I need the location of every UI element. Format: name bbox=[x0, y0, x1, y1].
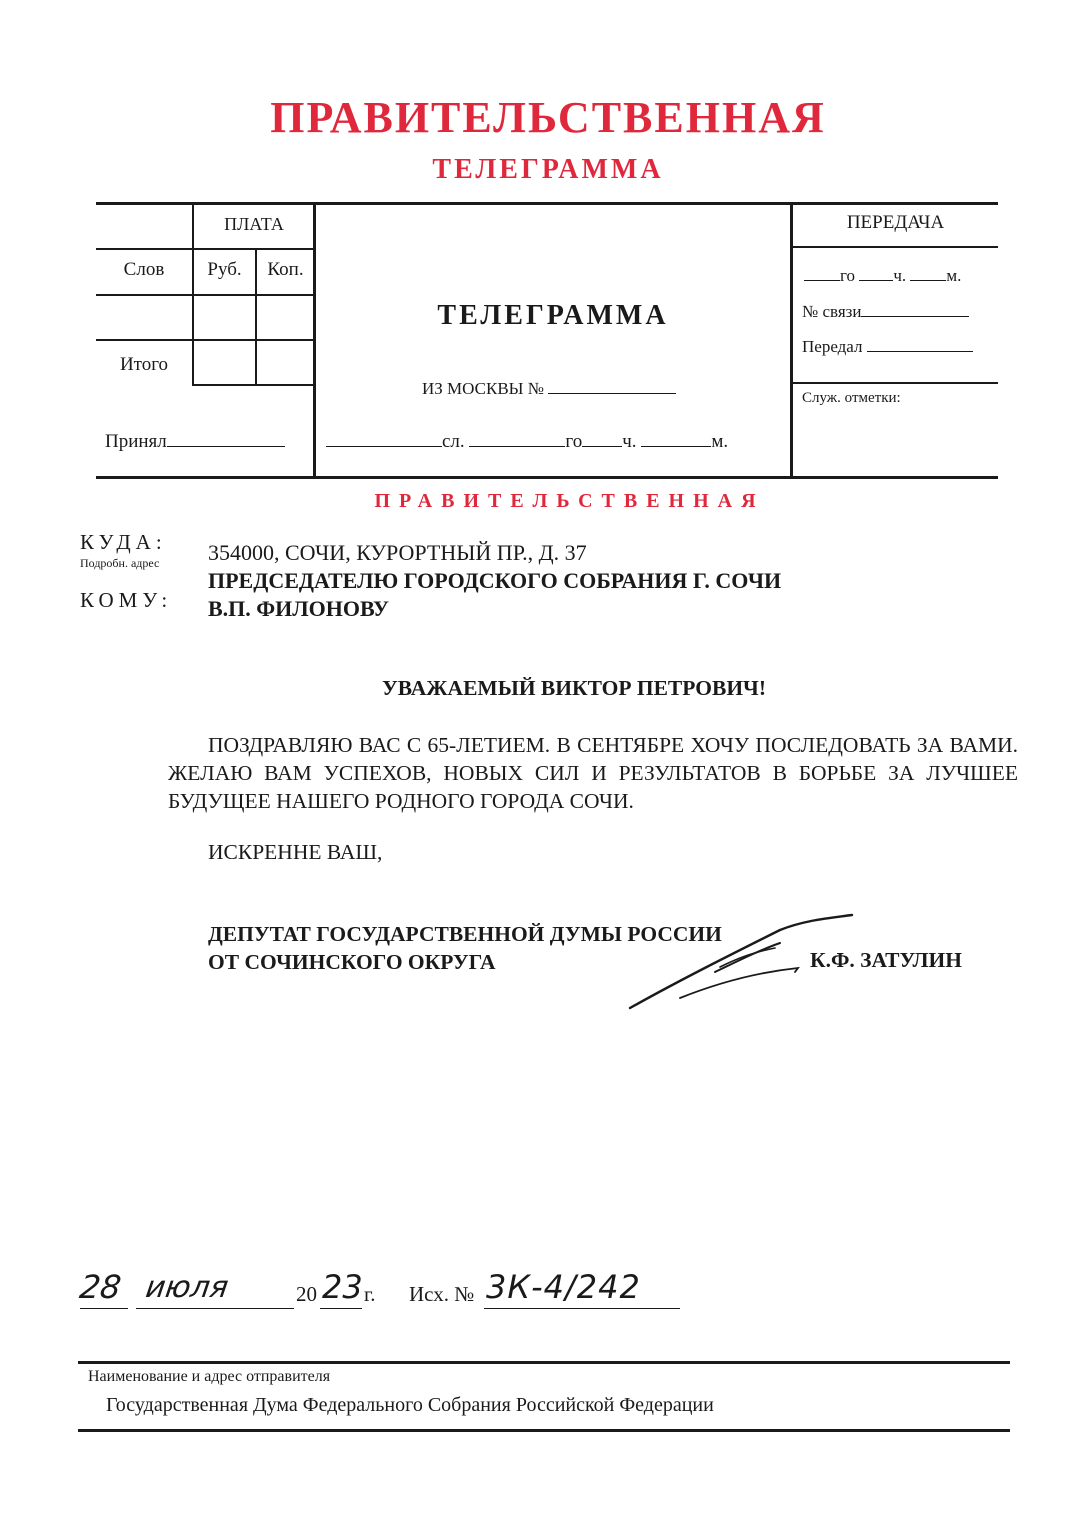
kuda-label: КУДА: bbox=[80, 530, 167, 554]
letter-body: ПОЗДРАВЛЯЮ ВАС С 65-ЛЕТИЕМ. В СЕНТЯБРЕ ХОЧУ ПОСЛЕДОВАТЬ ЗА ВАМИ. ЖЕЛАЮ ВАМ УСПЕХОВ, НОВЫХ СИЛ И РЕЗУЛЬТАТОВ В БОРЬБЕ ЗА ЛУЧШЕЕ БУДУЩЕЕ НАШЕГО РОДНОГО ГОРОДА СОЧИ. bbox=[168, 733, 1018, 813]
recipient-name-line1: ПРЕДСЕДАТЕЛЮ ГОРОДСКОГО СОБРАНИЯ Г. СОЧИ bbox=[208, 568, 782, 593]
date-month: июля bbox=[143, 1270, 231, 1305]
footer-bottom-rule bbox=[78, 1429, 1010, 1432]
signature bbox=[620, 910, 860, 1015]
sender-title-line1: ДЕПУТАТ ГОСУДАРСТВЕННОЙ ДУМЫ РОССИИ bbox=[208, 922, 722, 946]
government-band: ПРАВИТЕЛЬСТВЕННАЯ bbox=[374, 490, 765, 512]
time-m-label: м. bbox=[946, 266, 962, 285]
document-title: ПРАВИТЕЛЬСТВЕННАЯ bbox=[270, 93, 826, 142]
peredal-field bbox=[802, 333, 973, 357]
year-g: г. bbox=[364, 1282, 376, 1306]
time-line bbox=[804, 262, 961, 286]
ish-label: Исх. № bbox=[409, 1282, 475, 1306]
sender-organization: Государственная Дума Федерального Собрания Российской Федерации bbox=[106, 1394, 714, 1416]
closing: ИСКРЕННЕ ВАШ, bbox=[208, 840, 383, 864]
from-moscow-label: ИЗ МОСКВЫ № bbox=[422, 379, 544, 398]
footer-top-rule bbox=[78, 1361, 1010, 1364]
dateline bbox=[77, 1268, 680, 1312]
sender-title-line2: ОТ СОЧИНСКОГО ОКРУГА bbox=[208, 950, 496, 974]
plata-header: ПЛАТА bbox=[224, 214, 284, 234]
itogo-label: Итого bbox=[119, 354, 169, 375]
recipient-name-line2: В.П. ФИЛОНОВУ bbox=[208, 596, 390, 621]
peredacha-header: ПЕРЕДАЧА bbox=[846, 212, 945, 233]
greeting: УВАЖАЕМЫЙ ВИКТОР ПЕТРОВИЧ! bbox=[382, 676, 766, 700]
time-go-label: го bbox=[840, 266, 856, 285]
sluzh-label: Служ. отметки: bbox=[802, 390, 901, 406]
komu-label: КОМУ: bbox=[80, 588, 173, 612]
podrobn-label: Подробн. адрес bbox=[80, 556, 160, 570]
time-ch-label: ч. bbox=[893, 266, 907, 285]
document-subtitle: ТЕЛЕГРАММА bbox=[432, 154, 664, 185]
peredal-label: Передал bbox=[802, 337, 863, 356]
sender-name: К.Ф. ЗАТУЛИН bbox=[810, 948, 962, 972]
m-label: м. bbox=[711, 431, 729, 452]
ch-label: ч. bbox=[622, 431, 637, 452]
svyazi-field bbox=[802, 298, 969, 322]
center-title: ТЕЛЕГРАММА bbox=[437, 300, 669, 331]
svyazi-label: № связи bbox=[802, 302, 862, 321]
from-moscow-field bbox=[422, 375, 676, 399]
date-day: 28 bbox=[77, 1268, 124, 1306]
year-prefix: 20 bbox=[296, 1282, 317, 1306]
sender-label: Наименование и адрес отправителя bbox=[88, 1368, 331, 1385]
go-label: го bbox=[565, 431, 583, 452]
year-suffix: 23 bbox=[322, 1268, 363, 1306]
recipient-address: 354000, СОЧИ, КУРОРТНЫЙ ПР., Д. 37 bbox=[208, 540, 587, 565]
ish-number: 3К-4/242 bbox=[486, 1268, 641, 1306]
sl-label: сл. bbox=[442, 431, 465, 452]
slov-label: Слов bbox=[123, 259, 165, 280]
rub-label: Руб. bbox=[207, 259, 242, 280]
prinyal-label: Принял bbox=[105, 431, 167, 452]
center-bottom-line bbox=[326, 428, 728, 453]
prinyal-field bbox=[105, 428, 285, 453]
kop-label: Коп. bbox=[267, 259, 304, 280]
